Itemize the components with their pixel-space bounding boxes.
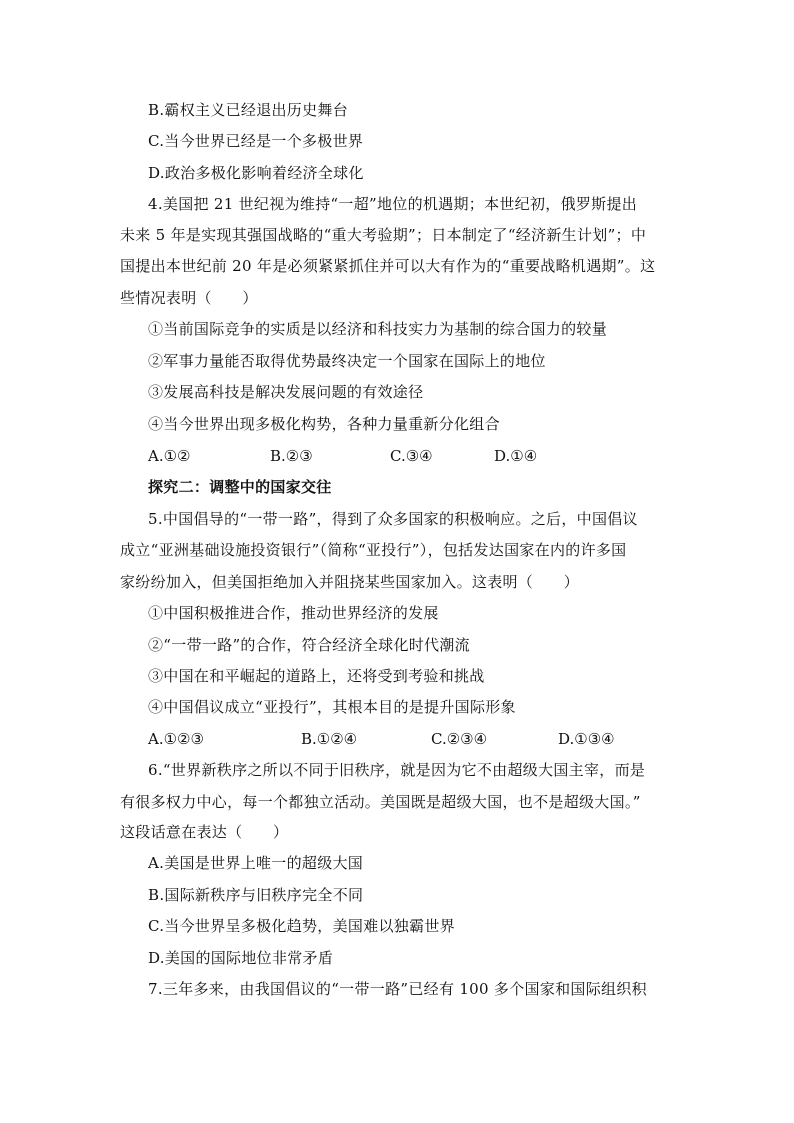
- q5-item: ③中国在和平崛起的道路上，还将受到考验和挑战: [148, 667, 485, 685]
- q4-choice-c: C.③④: [390, 447, 433, 465]
- q6-option-a: A.美国是世界上唯一的超级大国: [148, 854, 364, 872]
- section-heading: 探究二：调整中的国家交往: [148, 478, 332, 496]
- q3-option-d: D.政治多极化影响着经济全球化: [148, 164, 364, 182]
- q4-item: ②军事力量能否取得优势最终决定一个国家在国际上的地位: [148, 352, 546, 370]
- q6-option-c: C.当今世界呈多极化趋势，美国难以独霸世界: [148, 917, 456, 935]
- q6-option-d: D.美国的国际地位非常矛盾: [148, 949, 334, 967]
- q4-choice-a: A.①②: [148, 447, 191, 465]
- q5-stem-line: 家纷纷加入，但美国拒绝加入并阻挠某些国家加入。这表明（ ）: [120, 573, 580, 591]
- q4-item: ④当今世界出现多极化构势，各种力量重新分化组合: [148, 415, 500, 433]
- q5-item: ②“一带一路”的合作，符合经济全球化时代潮流: [148, 636, 470, 654]
- q5-choice-c: C.②③④: [431, 730, 488, 748]
- q4-item: ①当前国际竞争的实质是以经济和科技实力为基制的综合国力的较量: [148, 320, 608, 338]
- q4-choice-b: B.②③: [270, 447, 313, 465]
- q4-item: ③发展高科技是解决发展问题的有效途径: [148, 383, 424, 401]
- q6-stem-line: 6.“世界新秩序之所以不同于旧秩序，就是因为它不由超级大国主宰，而是: [148, 761, 646, 779]
- q5-item: ①中国积极推进合作，推动世界经济的发展: [148, 604, 439, 622]
- q6-option-b: B.国际新秩序与旧秩序完全不同: [148, 886, 364, 904]
- q7-stem-line: 7.三年多来，由我国倡议的“一带一路”已经有 100 多个国家和国际组织积: [148, 980, 647, 998]
- q4-stem-line: 未来 5 年是实现其强国战略的“重大考验期”；日本制定了“经济新生计划”；中: [120, 226, 647, 244]
- q4-stem-line: 4.美国把 21 世纪视为维持“一超”地位的机遇期；本世纪初，俄罗斯提出: [148, 195, 638, 213]
- q5-choice-a: A.①②③: [148, 730, 204, 748]
- q4-stem-line: 些情况表明（ ）: [120, 289, 258, 307]
- q4-choice-d: D.①④: [494, 447, 538, 465]
- q5-stem-line: 5.中国倡导的“一带一路”，得到了众多国家的积极响应。之后，中国倡议: [148, 510, 638, 528]
- q3-option-c: C.当今世界已经是一个多极世界: [148, 132, 364, 150]
- q6-stem-line: 有很多权力中心，每一个都独立活动。美国既是超级大国，也不是超级大国。”: [120, 793, 641, 811]
- q4-stem-line: 国提出本世纪前 20 年是必须紧紧抓住并可以大有作为的“重要战略机遇期”。这: [120, 257, 656, 275]
- q3-option-b: B.霸权主义已经退出历史舞台: [148, 101, 348, 119]
- q5-choice-d: D.①③④: [558, 730, 615, 748]
- q5-item: ④中国倡议成立“亚投行”，其根本目的是提升国际形象: [148, 698, 516, 716]
- q6-stem-line: 这段话意在表达（ ）: [120, 823, 289, 841]
- q5-stem-line: 成立“亚洲基础设施投资银行”（简称“亚投行”），包括发达国家在内的许多国: [120, 541, 627, 559]
- q5-choice-b: B.①②④: [301, 730, 358, 748]
